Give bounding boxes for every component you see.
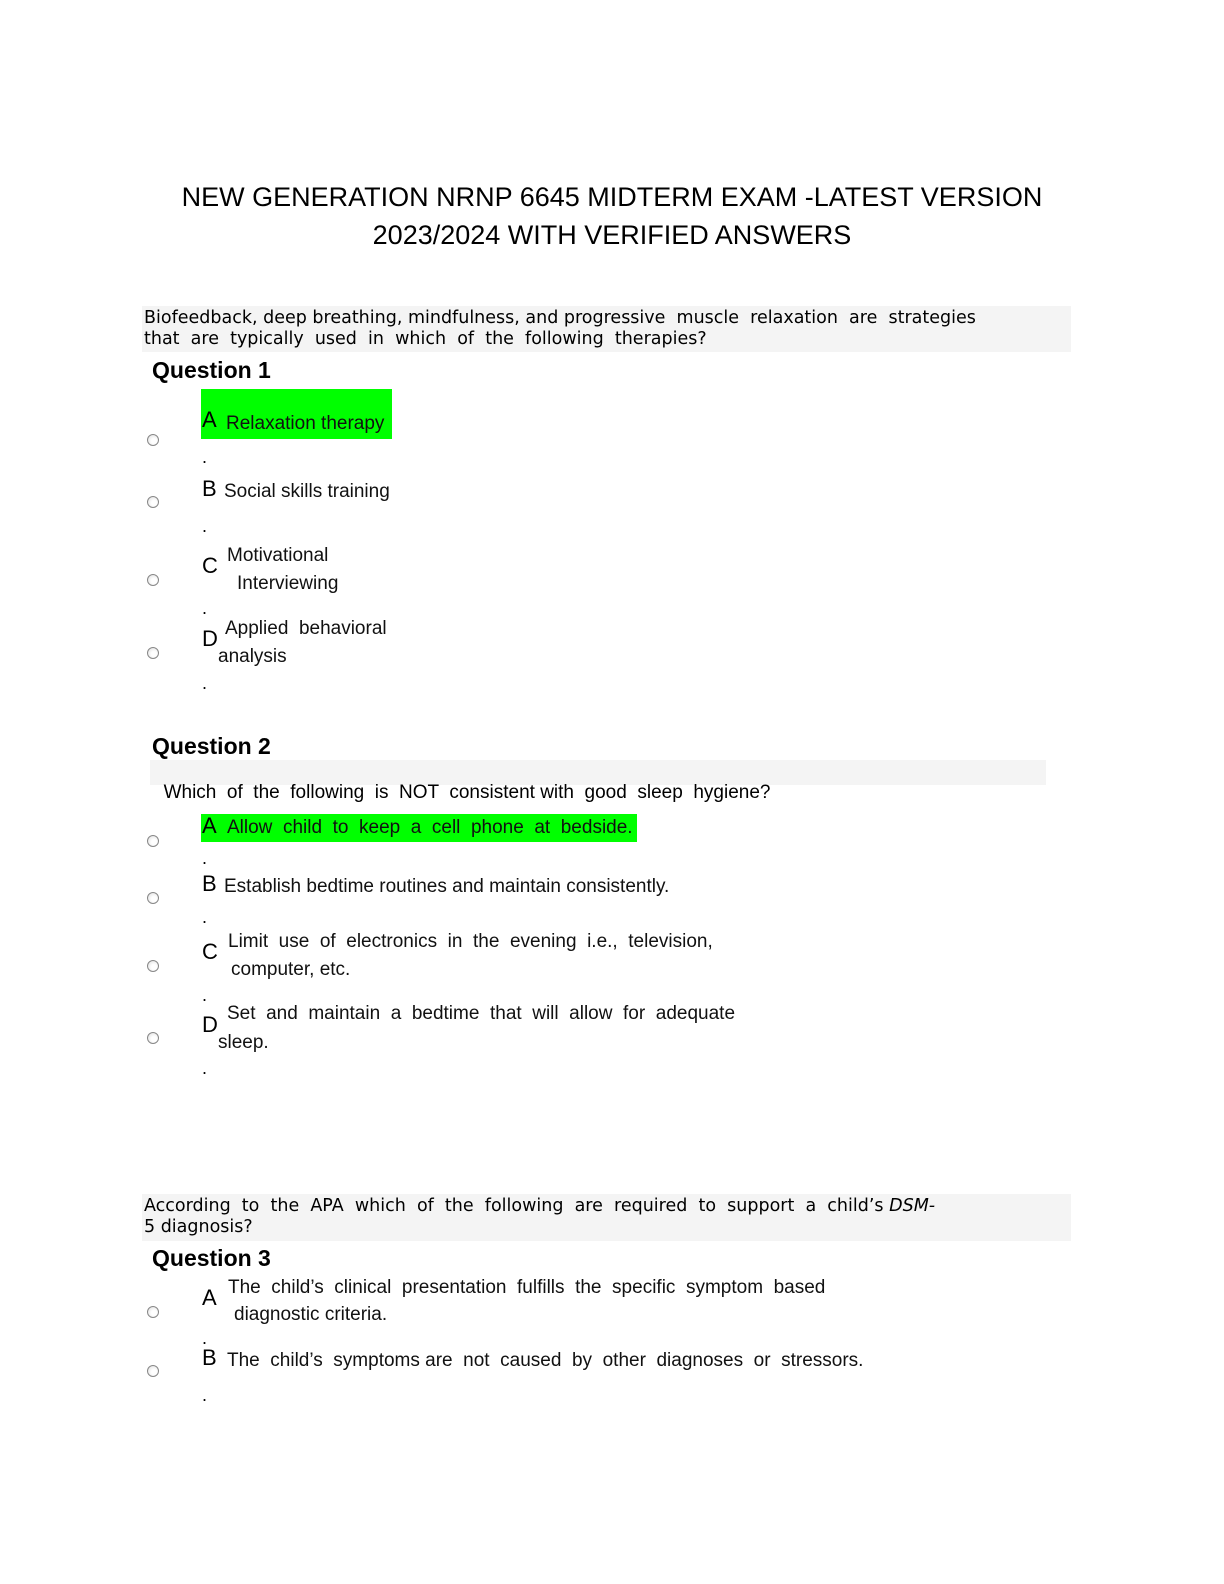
- q1-option-b-dot: .: [202, 516, 208, 536]
- q1-option-c-letter: C: [202, 553, 218, 578]
- document-title: [130, 178, 1094, 254]
- q2-option-b-text[interactable]: Establish bedtime routines and maintain consistently.: [224, 876, 670, 897]
- title-line-1: NEW GENERATION NRNP 6645 MIDTERM EXAM -LATEST VERSION: [181, 182, 1043, 212]
- q1-option-b-radio[interactable]: [147, 496, 159, 508]
- q2-option-a-letter: A: [202, 813, 217, 838]
- q2-option-b-letter: B: [202, 871, 217, 896]
- q1-option-c-text-line-2[interactable]: Interviewing: [237, 573, 339, 594]
- q1-option-c-dot: .: [202, 598, 208, 618]
- q2-option-c-letter: C: [202, 939, 218, 964]
- q3-option-b-letter: B: [202, 1345, 217, 1370]
- q3-option-b-text[interactable]: The child’s symptoms are not caused by other diagnoses or stressors.: [227, 1350, 864, 1371]
- q1-option-c-text-line-1[interactable]: Motivational: [227, 545, 329, 566]
- q3-option-b-radio[interactable]: [147, 1365, 159, 1377]
- q3-option-a-dot: .: [202, 1328, 208, 1348]
- q1-option-b-text[interactable]: Social skills training: [224, 481, 390, 502]
- q2-option-a-text[interactable]: Allow child to keep a cell phone at bedside.: [227, 817, 633, 838]
- q1-option-c-radio[interactable]: [147, 574, 159, 586]
- question-3-stem: According to the APA which of the following are required to support a child’s DSM- 5 diagnosis?: [142, 1194, 1071, 1241]
- q3-option-a-text-line-2[interactable]: diagnostic criteria.: [234, 1304, 388, 1325]
- q2-option-c-text-line-2[interactable]: computer, etc.: [231, 959, 351, 980]
- q2-option-d-radio[interactable]: [147, 1032, 159, 1044]
- q2-option-d-dot: .: [202, 1058, 208, 1078]
- question-1-stem: Biofeedback, deep breathing, mindfulness, and progressive muscle relaxation are strategies that are typically used in which of the following therapies?: [142, 306, 1071, 352]
- q3-option-a-radio[interactable]: [147, 1306, 159, 1318]
- title-line-2: 2023/2024 WITH VERIFIED ANSWERS: [372, 220, 852, 250]
- q1-option-d-text-line-2[interactable]: analysis: [218, 646, 287, 667]
- q2-option-a-radio[interactable]: [147, 835, 159, 847]
- q1-option-a-letter: A: [202, 407, 217, 432]
- question-2-stem: Which of the following is NOT consistent with good sleep hygiene?: [150, 760, 1046, 785]
- q1-option-d-radio[interactable]: [147, 647, 159, 659]
- q2-option-a-dot: .: [202, 848, 208, 868]
- q3-option-a-letter: A: [202, 1285, 217, 1310]
- q1-option-d-text-line-1[interactable]: Applied behavioral: [225, 618, 387, 639]
- q1-option-a-text[interactable]: Relaxation therapy: [226, 413, 385, 434]
- q2-option-c-radio[interactable]: [147, 960, 159, 972]
- q3-option-b-dot: .: [202, 1385, 208, 1405]
- q2-option-c-dot: .: [202, 985, 208, 1005]
- question-2-heading: Question 2: [152, 733, 271, 759]
- q1-option-a-dot: .: [202, 447, 208, 467]
- q2-option-c-text-line-1[interactable]: Limit use of electronics in the evening i.e., television,: [228, 931, 713, 952]
- q2-option-d-text-line-2[interactable]: sleep.: [218, 1032, 269, 1053]
- q1-option-d-letter: D: [202, 626, 218, 651]
- q2-option-b-dot: .: [202, 907, 208, 927]
- q1-option-a-radio[interactable]: [147, 434, 159, 446]
- q3-option-a-text-line-1[interactable]: The child’s clinical presentation fulfills the specific symptom based: [228, 1277, 826, 1298]
- question-1-heading: Question 1: [152, 357, 271, 383]
- q2-option-b-radio[interactable]: [147, 892, 159, 904]
- q2-option-d-text-line-1[interactable]: Set and maintain a bedtime that will allow for adequate: [227, 1003, 736, 1024]
- q1-option-d-dot: .: [202, 673, 208, 693]
- dsm-italic: DSM-: [889, 1196, 936, 1216]
- question-3-heading: Question 3: [152, 1245, 271, 1271]
- q1-option-b-letter: B: [202, 476, 217, 501]
- q2-option-d-letter: D: [202, 1012, 218, 1037]
